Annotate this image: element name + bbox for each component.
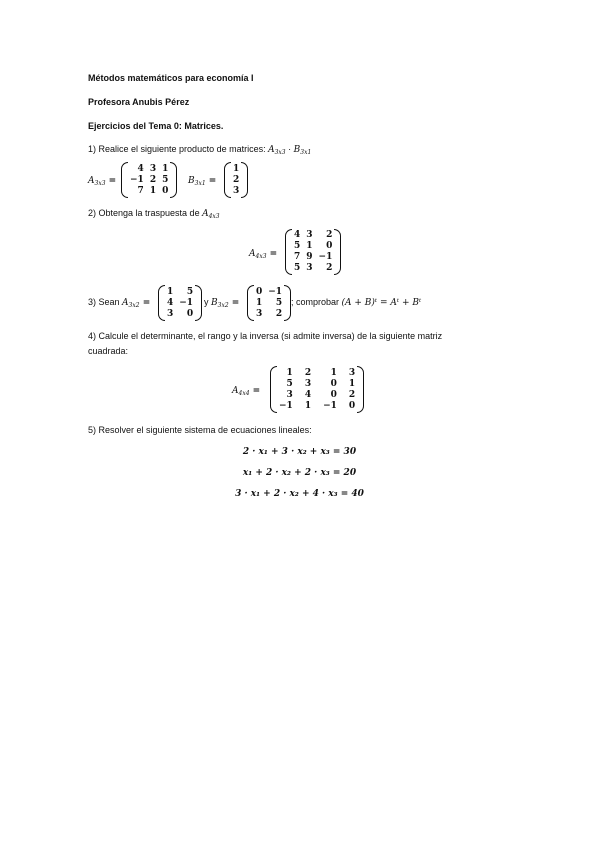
matrix-cell: 1 (256, 297, 263, 308)
matrix-a4x3-label (249, 248, 277, 262)
left-paren (121, 162, 128, 198)
matrix-cell: 1 (348, 378, 356, 389)
matrix-a4x3 (285, 229, 341, 275)
conjunction: y (204, 297, 212, 307)
matrix-cell: 7 (294, 252, 301, 262)
matrix-b-label: B (211, 298, 218, 308)
matrix-cell: 3 (233, 185, 240, 196)
matrix-cell: 2 (304, 367, 312, 378)
matrix-a-label: A (122, 298, 129, 308)
exercise-4-line-1: 4) Calcule el determinante, el rango y la inversa (si admite inversa) de la siguiente matriz (88, 331, 443, 341)
exercise-5-statement: 5) Resolver el siguiente sistema de ecuaciones lineales: (88, 425, 312, 435)
matrix-cell: −1 (179, 297, 194, 308)
matrix-cell: 1 (330, 367, 337, 378)
matrix-cell: 0 (162, 185, 169, 196)
matrix-label: A (249, 249, 256, 259)
left-paren (224, 162, 231, 198)
product-a: A (268, 145, 275, 155)
matrix-cell: 2 (275, 308, 283, 319)
matrix-cell: 5 (294, 263, 301, 273)
matrix-a3x3 (121, 162, 177, 198)
matrix-cell: 0 (348, 400, 356, 411)
exercise-3-intro (88, 297, 150, 311)
product-b-sub: 3x1 (300, 149, 312, 156)
matrix-cell: 0 (186, 308, 194, 319)
product-a-sub: 3x3 (274, 149, 286, 156)
matrix-b3x1-label (188, 175, 216, 189)
matrix-cell: 1 (286, 367, 293, 378)
professor-name: Profesora Anubis Pérez (88, 97, 190, 107)
right-paren (357, 366, 364, 413)
matrix-cell: 5 (186, 286, 194, 297)
matrix-sub: 4x3 (255, 253, 267, 260)
matrix-cell: 3 (256, 308, 263, 319)
matrix-grid (231, 162, 241, 198)
matrix-cell: 3 (304, 378, 312, 389)
matrix-cell: 5 (294, 241, 301, 251)
matrix-cell: 4 (294, 230, 301, 240)
exercise-1-statement (88, 144, 311, 158)
matrix-cell: −1 (268, 286, 283, 297)
matrix-a4x4 (270, 366, 364, 413)
matrix-cell: 3 (348, 367, 356, 378)
left-paren (270, 366, 277, 413)
matrix-cell: 5 (275, 297, 283, 308)
matrix-label: B (188, 176, 195, 186)
matrix-grid (277, 366, 357, 413)
matrix-cell: 1 (149, 185, 157, 196)
equals-sign: = (139, 298, 151, 308)
equals-sign: = (105, 176, 117, 186)
matrix-cell: 4 (304, 389, 312, 400)
left-paren (158, 285, 165, 321)
matrix-cell: 5 (162, 174, 169, 185)
exercise-3-check (291, 297, 421, 309)
matrix-cell: 3 (306, 230, 313, 240)
course-title: Métodos matemáticos para economía I (88, 73, 254, 83)
matrix-cell: 4 (137, 163, 144, 174)
matrix-cell: 3 (306, 263, 313, 273)
matrix-cell: −1 (279, 400, 293, 411)
matrix-cell: 5 (286, 378, 293, 389)
matrix-a-sub: 3x2 (128, 302, 140, 309)
matrix-a3x3-label (88, 175, 116, 189)
matrix-cell: −1 (130, 174, 144, 185)
product-dot: · (285, 144, 294, 154)
exercise-4-line-2: cuadrada: (88, 346, 129, 356)
matrix-cell: 1 (306, 241, 313, 251)
matrix-cell: −1 (323, 400, 337, 411)
matrix-cell: 1 (167, 286, 174, 297)
equals-sign: = (205, 176, 217, 186)
matrix-cell: 2 (326, 263, 333, 273)
equals-sign: = (266, 249, 278, 259)
left-paren (285, 229, 292, 275)
equation-3: 3 · x₁ + 2 · x₂ + 4 · x₃ = 40 (235, 489, 364, 499)
matrix-cell: 1 (162, 163, 169, 174)
matrix-cell: 1 (304, 400, 312, 411)
matrix-b3x2-label (204, 297, 239, 311)
matrix-cell: 4 (167, 297, 174, 308)
right-paren (334, 229, 341, 275)
right-paren (170, 162, 177, 198)
matrix-cell: 0 (256, 286, 263, 297)
exercise-2-text: 2) Obtenga la traspuesta de (88, 208, 203, 218)
matrix-cell: 2 (149, 174, 157, 185)
right-paren (195, 285, 202, 321)
matrix-cell: −1 (318, 252, 333, 262)
matrix-cell: 7 (137, 185, 144, 196)
matrix-a3x2 (158, 285, 202, 321)
matrix-grid (254, 285, 284, 321)
matrix-name-sub: 4x3 (208, 213, 220, 220)
matrix-b-sub: 3x2 (217, 302, 229, 309)
matrix-cell: 2 (348, 389, 356, 400)
matrix-sub: 4x4 (238, 390, 250, 397)
section-title: Ejercicios del Tema 0: Matrices. (88, 121, 224, 131)
equals-sign: = (249, 386, 261, 396)
matrix-sub: 3x1 (194, 180, 206, 187)
transpose-formula: (A + B)ᵗ = Aᵗ + Bᵗ (341, 298, 422, 308)
product-b: B (293, 145, 301, 155)
left-paren (247, 285, 254, 321)
matrix-cell: 3 (286, 389, 293, 400)
check-text: ; comprobar (291, 297, 342, 307)
equals-sign: = (228, 298, 240, 308)
matrix-grid (165, 285, 195, 321)
matrix-cell: 0 (326, 241, 333, 251)
matrix-cell: 0 (330, 389, 337, 400)
equation-2: x₁ + 2 · x₂ + 2 · x₃ = 20 (242, 468, 357, 478)
matrix-cell: 2 (233, 174, 240, 185)
exercise-1-text: 1) Realice el siguiente producto de matrices: (88, 144, 269, 154)
matrix-cell: 3 (149, 163, 157, 174)
exercise-2-statement (88, 208, 220, 222)
matrix-cell: 9 (306, 252, 313, 262)
matrix-grid (128, 162, 170, 198)
equation-1: 2 · x₁ + 3 · x₂ + x₃ = 30 (242, 447, 357, 457)
matrix-b3x2 (247, 285, 291, 321)
matrix-cell: 3 (167, 308, 174, 319)
matrix-grid (292, 229, 334, 275)
right-paren (241, 162, 248, 198)
matrix-a4x4-label (232, 385, 260, 399)
matrix-cell: 0 (330, 378, 337, 389)
matrix-b3x1 (224, 162, 248, 198)
matrix-label: A (88, 176, 95, 186)
matrix-name: A (202, 209, 209, 219)
matrix-label: A (232, 386, 239, 396)
exercise-3-text: 3) Sean (88, 297, 123, 307)
matrix-cell: 1 (233, 163, 240, 174)
matrix-cell: 2 (326, 230, 333, 240)
matrix-sub: 3x3 (94, 180, 106, 187)
